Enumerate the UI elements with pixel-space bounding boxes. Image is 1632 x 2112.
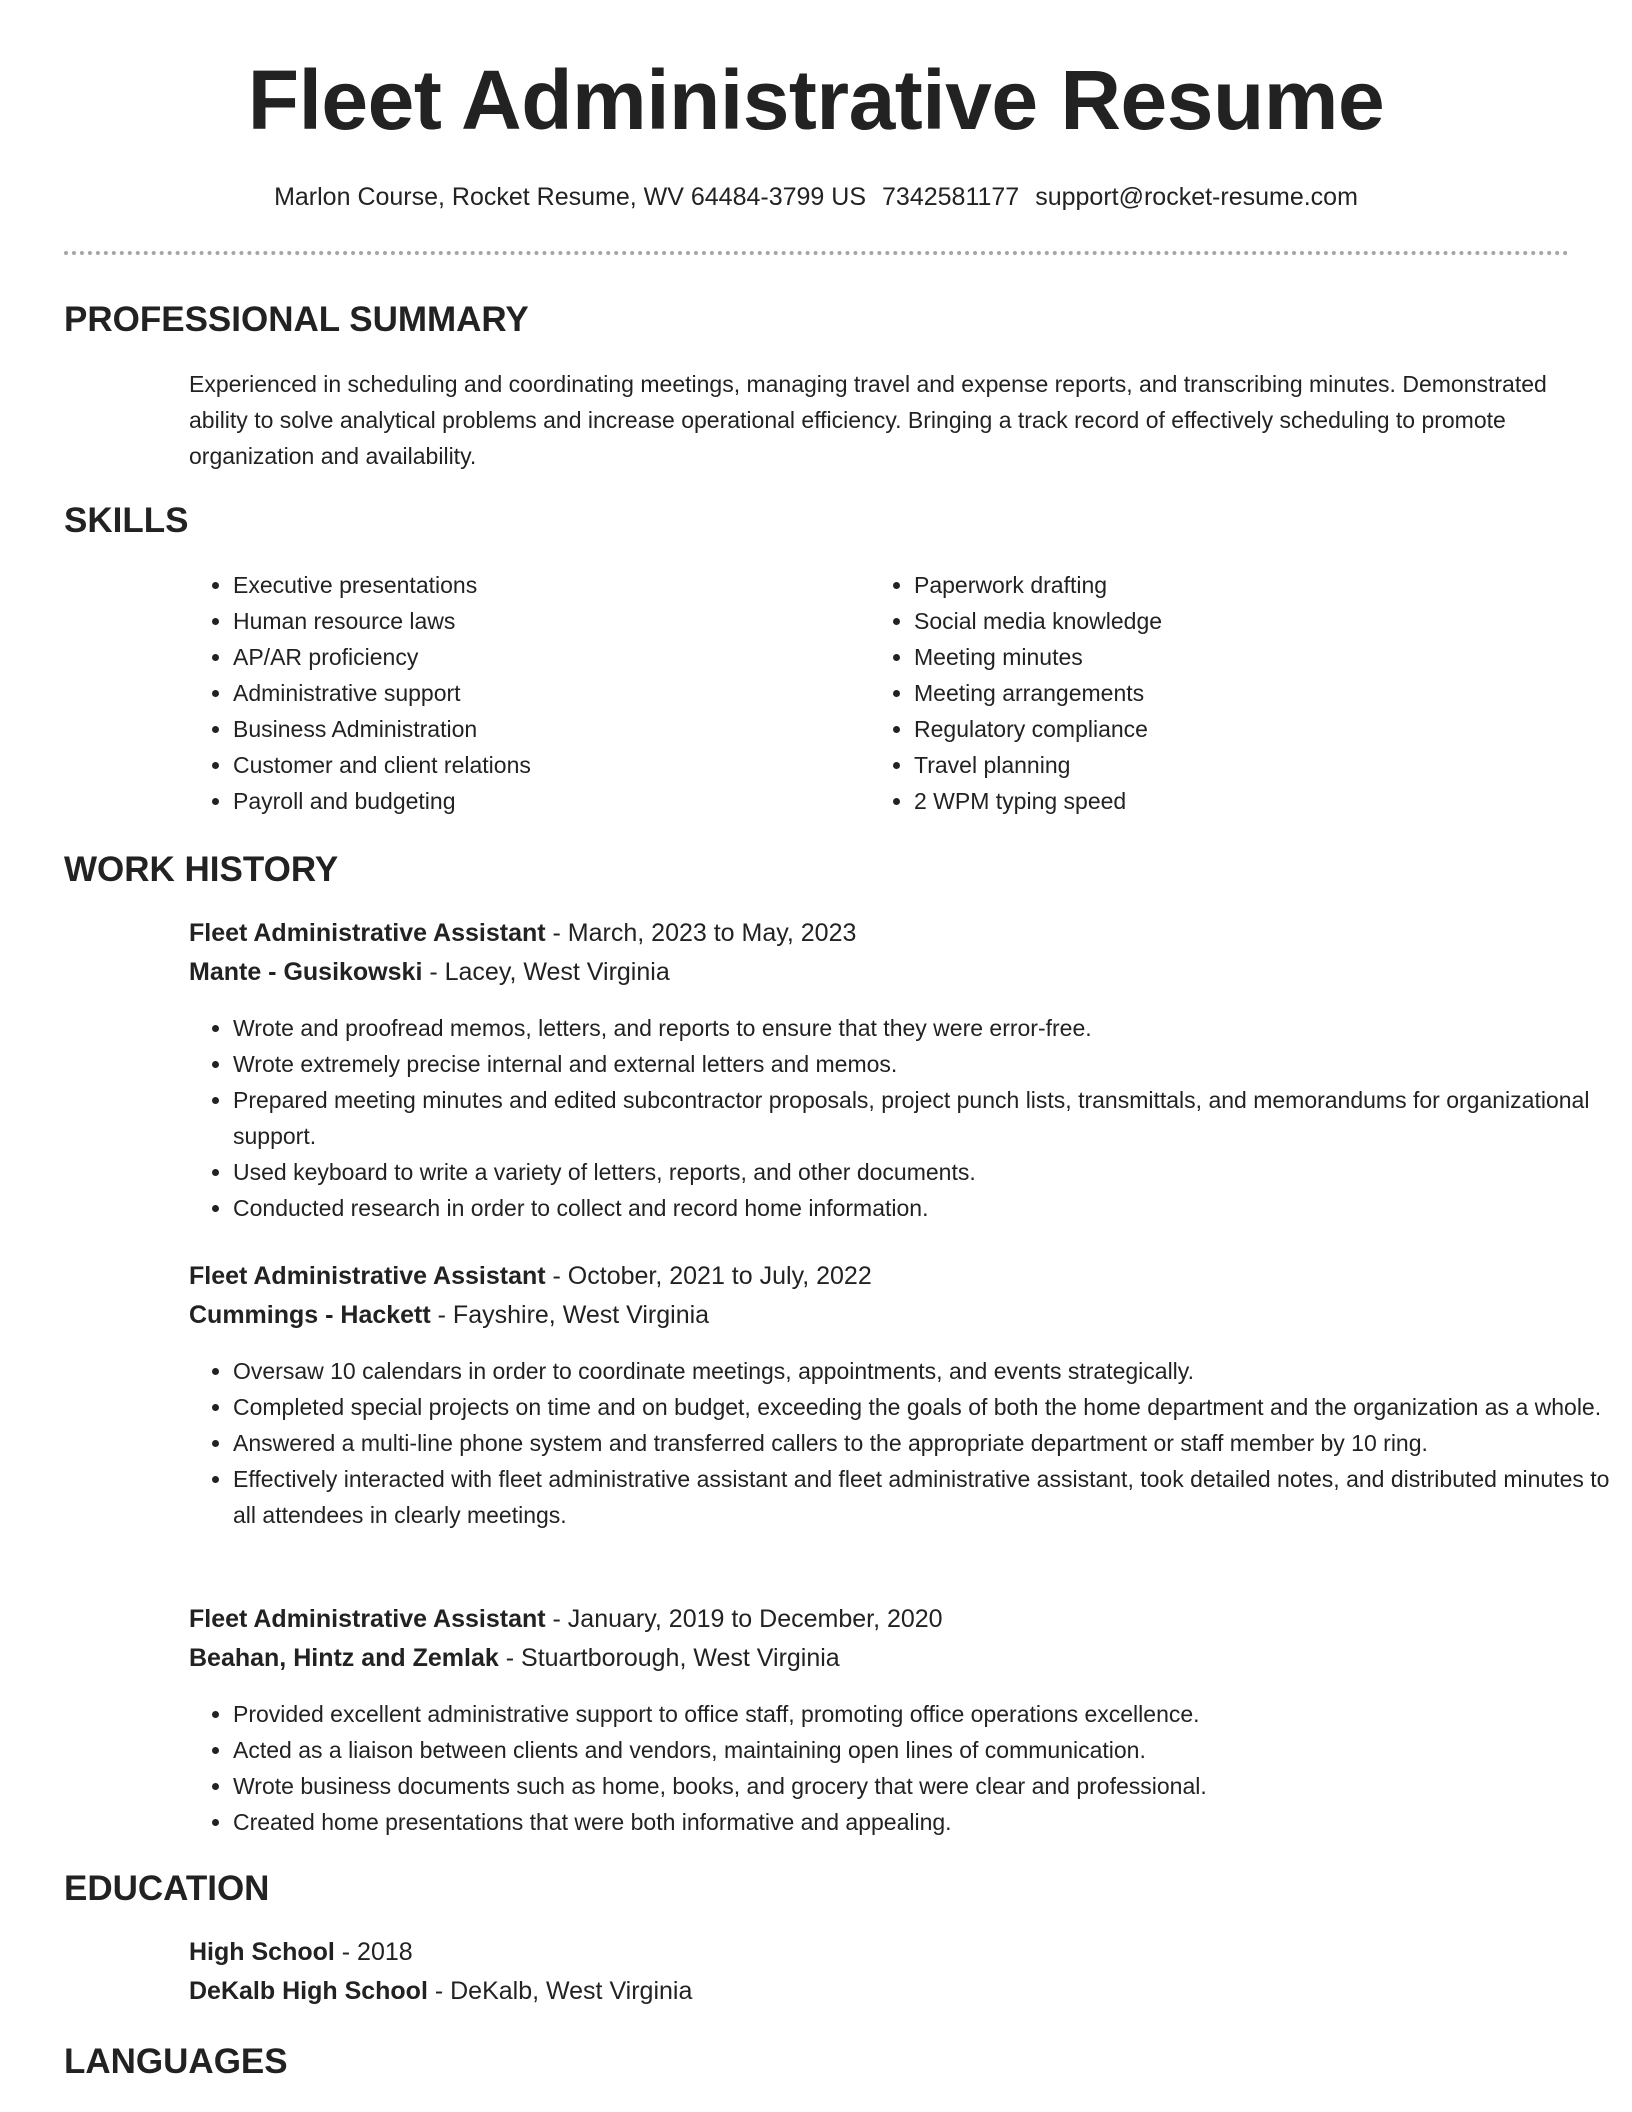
job-title: Fleet Administrative Assistant — [189, 1605, 546, 1633]
job-title-line — [189, 919, 856, 948]
list-item: • Wrote business documents such as home, books, and grocery that were clear and professional. — [233, 1768, 1613, 1804]
skill-item: • Travel planning — [914, 747, 1564, 783]
skill-item: • Human resource laws — [233, 603, 863, 639]
list-item: • Conducted research in order to collect and record home information. — [233, 1190, 1613, 1226]
skill-item: • Paperwork drafting — [914, 567, 1564, 603]
contact-email: support@rocket-resume.com — [1035, 183, 1358, 211]
summary-heading: PROFESSIONAL SUMMARY — [64, 300, 529, 339]
languages-heading: LANGUAGES — [64, 2042, 288, 2081]
resume-title: Fleet Administrative Resume — [247, 53, 1385, 147]
contact-address: Marlon Course, Rocket Resume, WV 64484-3799 US — [274, 183, 867, 211]
skills-list-left — [189, 567, 863, 819]
skill-item: • Social media knowledge — [914, 603, 1564, 639]
education-degree: High School — [189, 1938, 335, 1966]
skill-item: • AP/AR proficiency — [233, 639, 863, 675]
list-item: • Wrote extremely precise internal and external letters and memos. — [233, 1046, 1613, 1082]
job-dates: - March, 2023 to May, 2023 — [545, 919, 857, 947]
skill-item: • Regulatory compliance — [914, 711, 1564, 747]
job-bullets — [189, 1696, 1613, 1840]
skill-item: • Meeting minutes — [914, 639, 1564, 675]
skill-item: • Administrative support — [233, 675, 863, 711]
skills-list-right — [870, 567, 1564, 819]
education-degree-line — [189, 1938, 413, 1967]
skill-item: • Executive presentations — [233, 567, 863, 603]
job-title-line — [189, 1262, 872, 1291]
contact-phone: 7342581177 — [882, 183, 1020, 211]
job-title: Fleet Administrative Assistant — [189, 1262, 546, 1290]
job-title-line — [189, 1605, 943, 1634]
job-bullets — [189, 1353, 1613, 1533]
header-divider — [64, 251, 1569, 255]
list-item: • Used keyboard to write a variety of letters, reports, and other documents. — [233, 1154, 1613, 1190]
list-item: • Wrote and proofread memos, letters, and reports to ensure that they were error-free. — [233, 1010, 1613, 1046]
job-company: Mante - Gusikowski — [189, 958, 423, 986]
list-item: • Effectively interacted with fleet administrative assistant and fleet administrative assistant, took detailed notes, and distributed minutes to all attendees in clearly meetings. — [233, 1461, 1613, 1533]
job-location: - Fayshire, West Virginia — [430, 1301, 710, 1329]
job-location: - Lacey, West Virginia — [422, 958, 670, 986]
list-item: • Answered a multi-line phone system and transferred callers to the appropriate department or staff member by 10 ring. — [233, 1425, 1613, 1461]
education-school: DeKalb High School — [189, 1977, 428, 2005]
list-item: • Oversaw 10 calendars in order to coordinate meetings, appointments, and events strategically. — [233, 1353, 1613, 1389]
job-bullets — [189, 1010, 1613, 1226]
job-company-line — [189, 958, 670, 987]
job-company: Beahan, Hintz and Zemlak — [189, 1644, 499, 1672]
skill-item: • 2 WPM typing speed — [914, 783, 1564, 819]
list-item: • Acted as a liaison between clients and vendors, maintaining open lines of communication. — [233, 1732, 1613, 1768]
skill-item: • Business Administration — [233, 711, 863, 747]
job-company-line — [189, 1301, 709, 1330]
education-year: - 2018 — [334, 1938, 413, 1966]
skill-item: • Meeting arrangements — [914, 675, 1564, 711]
contact-line — [0, 183, 1632, 212]
education-school-line — [189, 1977, 692, 2006]
list-item: • Prepared meeting minutes and edited subcontractor proposals, project punch lists, transmittals, and memorandums for organizational support. — [233, 1082, 1613, 1154]
skill-item: • Payroll and budgeting — [233, 783, 863, 819]
job-company-line — [189, 1644, 840, 1673]
job-location: - Stuartborough, West Virginia — [498, 1644, 840, 1672]
job-dates: - October, 2021 to July, 2022 — [545, 1262, 872, 1290]
job-title: Fleet Administrative Assistant — [189, 919, 546, 947]
skills-heading: SKILLS — [64, 501, 189, 540]
summary-text: Experienced in scheduling and coordinating meetings, managing travel and expense reports, and transcribing minutes. Demonstrated ability to solve analytical problems and increase operational efficiency. Bringing a track record of effectively scheduling to promote organization and availability. — [189, 371, 1547, 469]
job-company: Cummings - Hackett — [189, 1301, 431, 1329]
education-heading: EDUCATION — [64, 1869, 270, 1908]
list-item: • Provided excellent administrative support to office staff, promoting office operations excellence. — [233, 1696, 1613, 1732]
list-item: • Created home presentations that were both informative and appealing. — [233, 1804, 1613, 1840]
skill-item: • Customer and client relations — [233, 747, 863, 783]
job-dates: - January, 2019 to December, 2020 — [545, 1605, 943, 1633]
work-history-heading: WORK HISTORY — [64, 850, 339, 889]
education-location: - DeKalb, West Virginia — [427, 1977, 693, 2005]
list-item: • Completed special projects on time and on budget, exceeding the goals of both the home department and the organization as a whole. — [233, 1389, 1613, 1425]
